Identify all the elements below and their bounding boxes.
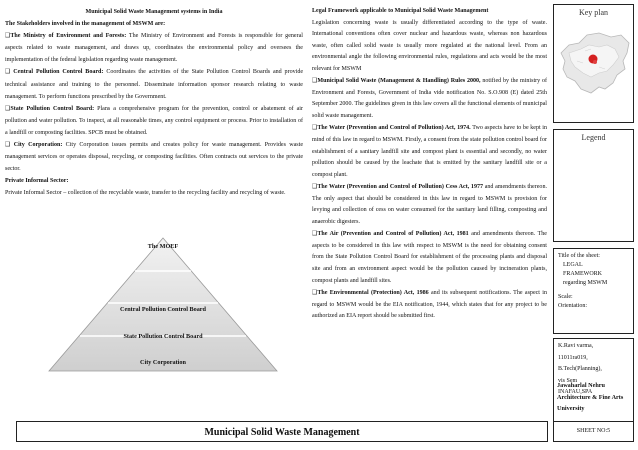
footer-title: Municipal Solid Waste Management bbox=[204, 427, 360, 438]
left-heading: Municipal Solid Waste Management systems in India bbox=[85, 9, 223, 15]
sheet-title-line: LEGAL bbox=[563, 262, 583, 268]
legend-title: Legend bbox=[581, 133, 606, 142]
stakeholders-section bbox=[5, 6, 303, 200]
hierarchy-pyramid bbox=[47, 236, 279, 372]
checkbox-bullet-icon: ❑ bbox=[312, 183, 318, 191]
scale-label: Scale: bbox=[558, 294, 573, 300]
checkbox-bullet-icon: ❑ bbox=[5, 68, 11, 76]
checkbox-bullet-icon: ❑ bbox=[312, 289, 318, 297]
author-line: 11011ra019, bbox=[558, 354, 588, 361]
author-line: B.Tech(Planning), bbox=[558, 366, 602, 372]
informal-sector-heading: Private Informal Sector: bbox=[5, 178, 69, 185]
checkbox-bullet-icon: ❑ bbox=[5, 32, 11, 40]
legend-box bbox=[553, 129, 634, 242]
legal-framework-section bbox=[312, 6, 547, 323]
stakeholder-item: ❑ City Corporation: City Corporation issues permits and creates policy for waste management. Provides waste management services or operates disposal, recycling, or composting facilities. Often contracts out services to the private sector. bbox=[5, 141, 304, 173]
checkbox-bullet-icon: ❑ bbox=[312, 230, 318, 238]
pyramid-level-cpcb: Central Pollution Control Board bbox=[120, 306, 206, 313]
title-block bbox=[553, 248, 634, 334]
sheet-title-line: regarding MSWM bbox=[563, 280, 608, 286]
pyramid-graphic bbox=[47, 236, 279, 372]
right-intro: Legislation concerning waste is usually differentiated according to the type of waste. International conventions often cover nuclear and hazardous waste, whereas non hazardous waste, often called solid waste is usually more regulated at the national level. From an environmental angle the following environmental rules, regulations and acts would be the most relevant for MSWM bbox=[312, 19, 547, 72]
author-line: K.Ravi varma, bbox=[558, 343, 594, 349]
pyramid-level-spcb: State Pollution Control Board bbox=[123, 333, 203, 340]
university-line: Jawaharlal Nehru bbox=[557, 382, 605, 389]
key-plan-map-icon bbox=[555, 23, 634, 113]
university-block bbox=[557, 380, 631, 415]
stakeholder-item: ❑ Central Pollution Control Board: Coordinates the activities of the State Pollution Control Boards and provide technical assistance and training to the personnel. Disseminate information sponsor research relating to waste management. To perform functions prescribed by the Government. bbox=[5, 68, 304, 100]
pyramid-level-city: City Corporation bbox=[140, 359, 186, 366]
footer-title-bar bbox=[16, 421, 548, 442]
checkbox-bullet-icon: ❑ bbox=[312, 77, 318, 85]
author-line: vis Sem bbox=[558, 377, 578, 384]
sheet-number: SHEET NO:5 bbox=[553, 421, 634, 442]
stakeholder-item: ❑State Pollution Control Board: Plans a comprehensive program for the prevention, control or abatement of air pollution and water pollution. To inspect, at all reasonable times, any control equipment or process. Prior to installation of a landfill or composting facilities. SPCB must be obtained. bbox=[5, 104, 303, 136]
stakeholder-item: ❑The Ministry of Environment and Forests: The Ministry of Environment and Forests is responsible for general aspects related to waste management, and draws up, coordinates the environmental policy and oversees the implementation of the federal legislation regarding waste management. bbox=[5, 32, 303, 64]
orientation-label: Orientation: bbox=[558, 303, 587, 309]
pyramid-level-moef: The MOEF bbox=[147, 243, 179, 250]
title-of-sheet-label: Title of the sheet: bbox=[558, 253, 600, 259]
key-plan-box bbox=[553, 4, 634, 123]
legal-item: ❑The Environmental (Protection) Act, 1986 and its subsequent notifications. The aspect in regard to MSWM would be the EIA notification, 1944, which states that for any project to be authorized an EIA report should be submitted first. bbox=[312, 289, 548, 320]
informal-sector-text: Private Informal Sector – collection of the recyclable waste, transfer to the recycling facility and recycling of waste. bbox=[5, 190, 286, 197]
legal-item: ❑The Air (Prevention and Control of Pollution) Act, 1981 and amendments thereon. The aspects to be considered in this law with respect to MSWM is the need for obtaining consent from the State Pollution Control Board for establishment of the processing plants and disposal site and from an environment aspect would be the pollution caused by incineration plants, compost plants and landfill sites. bbox=[312, 230, 547, 284]
university-line: Architecture & Fine Arts bbox=[557, 393, 624, 401]
stakeholders-heading: The Stakeholders involved in the management of MSWM are: bbox=[5, 21, 166, 28]
checkbox-bullet-icon: ❑ bbox=[5, 141, 11, 149]
university-line: University bbox=[557, 405, 585, 412]
checkbox-bullet-icon: ❑ bbox=[312, 124, 318, 132]
checkbox-bullet-icon: ❑ bbox=[5, 104, 11, 112]
key-plan-title: Key plan bbox=[578, 8, 609, 17]
sheet-title-line: FRAMEWORK bbox=[563, 271, 603, 277]
legal-item: ❑Municipal Solid Waste (Management & Handling) Rules 2000, notified by the ministry of Environment and Forests, Government of India vide notification No. S.O.908 (E) dated 25th September 2000. The guidelines given in this law covers all the functional elements of municipal solid waste management. bbox=[312, 77, 548, 119]
author-line: INAFAU,SPA bbox=[558, 389, 593, 395]
pyramid-shape bbox=[49, 238, 277, 371]
legal-item: ❑The Water (Prevention and Control of Pollution) Cess Act, 1977 and amendments thereon. The only aspect that should be considered in this law in regard to MSWM is provision for levying and collection of cess on water consumed for the sanitary land filling, composting and anaerobic digesters. bbox=[312, 183, 547, 225]
legal-item: ❑The Water (Prevention and Control of Pollution) Act, 1974. Two aspects have to be kept in mind of this law in regard to MSWM. Firstly, a consent from the state pollution control board for establishment of a sanitary landfill site and compost plant is essential and secondly, no water pollution should be caused by the leachate that is emitted by the sanitary landfill site or a compost plant. bbox=[312, 124, 547, 178]
right-heading: Legal Framework applicable to Municipal Solid Waste Management bbox=[312, 8, 489, 14]
